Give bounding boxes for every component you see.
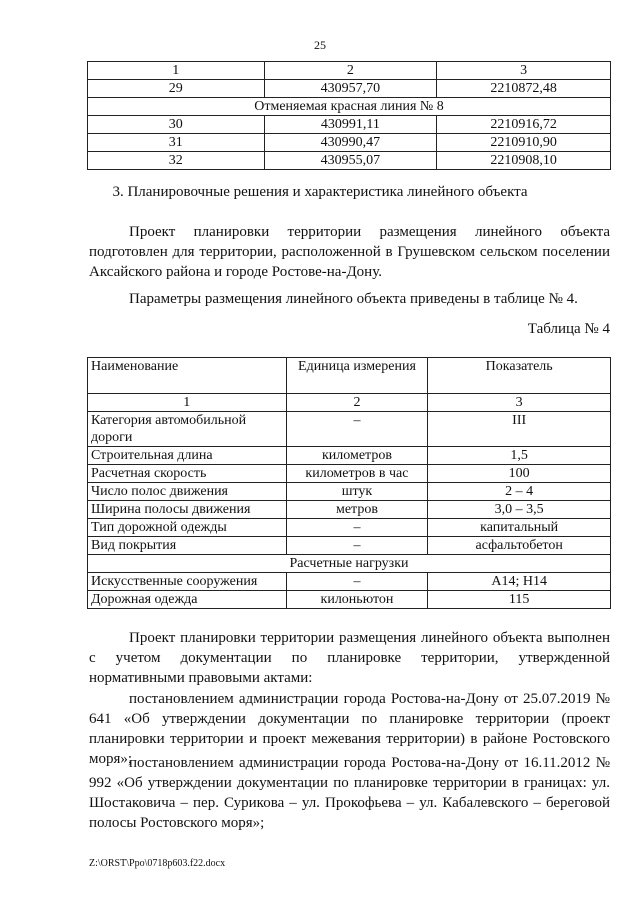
header-cell: 2 — [264, 62, 437, 80]
table-row — [88, 483, 611, 501]
parameter-unit: метров — [286, 501, 428, 519]
header-cell: 1 — [88, 62, 265, 80]
parameter-unit: – — [286, 412, 428, 447]
table-row — [88, 412, 611, 447]
table-row — [88, 80, 611, 98]
paragraph-documents-intro: Проект планировки территории размещения линейного объекта выполнен с учетом документации по планировке территории, утвержденной нормативными правовыми актами: — [89, 630, 610, 686]
parameter-name: Ширина полосы движения — [88, 501, 287, 519]
parameter-name: Строительная длина — [88, 447, 287, 465]
table-cell: 30 — [88, 116, 265, 134]
table-cell: 2210910,90 — [437, 134, 611, 152]
parameter-value: 1,5 — [428, 447, 611, 465]
column-number: 3 — [428, 394, 611, 412]
table-cell: 430957,70 — [264, 80, 437, 98]
table-cell: 430955,07 — [264, 152, 437, 170]
table-row — [88, 591, 611, 609]
table-row — [88, 447, 611, 465]
table-row — [88, 134, 611, 152]
parameter-name: Число полос движения — [88, 483, 287, 501]
parameter-unit: килоньютон — [286, 591, 428, 609]
paragraph-parameters-intro: Параметры размещения линейного объекта приведены в таблице № 4. — [129, 291, 578, 307]
header-cell: Показатель — [428, 358, 611, 394]
parameter-name: Категория автомобильной дороги — [88, 412, 287, 447]
header-cell: Единица измерения — [286, 358, 428, 394]
column-number-row — [88, 394, 611, 412]
parameter-name: Дорожная одежда — [88, 591, 287, 609]
table-cell: 430991,11 — [264, 116, 437, 134]
table-row — [88, 519, 611, 537]
parameter-name: Тип дорожной одежды — [88, 519, 287, 537]
column-number: 1 — [88, 394, 287, 412]
parameter-value: капитальный — [428, 519, 611, 537]
parameter-unit: штук — [286, 483, 428, 501]
table-cell: 430990,47 — [264, 134, 437, 152]
parameter-unit: – — [286, 537, 428, 555]
page-number: 25 — [314, 38, 326, 52]
parameter-value: 115 — [428, 591, 611, 609]
table-row — [88, 573, 611, 591]
parameter-value: 100 — [428, 465, 611, 483]
table-row — [88, 116, 611, 134]
section-heading: 3. Планировочные решения и характеристика линейного объекта — [112, 184, 528, 200]
parameter-unit: – — [286, 519, 428, 537]
parameter-unit: – — [286, 573, 428, 591]
footer-file-path: Z:\ORST\Ppo\0718p603.f22.docx — [89, 858, 226, 869]
header-cell: Наименование — [88, 358, 287, 394]
parameters-table — [87, 357, 611, 609]
table-cell: 32 — [88, 152, 265, 170]
table-caption: Таблица № 4 — [527, 321, 610, 337]
parameter-name: Искусственные сооружения — [88, 573, 287, 591]
parameter-unit: километров — [286, 447, 428, 465]
paragraph-decree-641: постановлением администрации города Ростова-на-Дону от 25.07.2019 № 641 «Об утверждении документации по планировке территории (проект планировки территории и проект межевания территории) в районе Ростовского моря»; — [89, 691, 610, 767]
table-header-row — [88, 358, 611, 394]
table-row — [88, 465, 611, 483]
parameter-unit: километров в час — [286, 465, 428, 483]
section-row — [88, 98, 611, 116]
table-header-row — [88, 62, 611, 80]
table-row — [88, 537, 611, 555]
parameter-name: Вид покрытия — [88, 537, 287, 555]
header-cell: 3 — [437, 62, 611, 80]
table-cell: 2210872,48 — [437, 80, 611, 98]
parameter-value: асфальтобетон — [428, 537, 611, 555]
table-row — [88, 501, 611, 519]
column-number: 2 — [286, 394, 428, 412]
section-row — [88, 555, 611, 573]
loads-label: Расчетные нагрузки — [88, 555, 611, 573]
paragraph-project-scope: Проект планировки территории размещения линейного объекта подготовлен для территории, расположенной в Грушевском сельском поселении Аксайского района и городе Ростове-на-Дону. — [89, 224, 610, 280]
parameter-value: III — [428, 412, 611, 447]
parameter-value: 2 – 4 — [428, 483, 611, 501]
table-row — [88, 152, 611, 170]
table-cell: 29 — [88, 80, 265, 98]
coordinates-table — [87, 61, 611, 170]
table-cell: 31 — [88, 134, 265, 152]
section-label: Отменяемая красная линия № 8 — [88, 98, 611, 116]
parameter-value: А14; Н14 — [428, 573, 611, 591]
table-cell: 2210916,72 — [437, 116, 611, 134]
parameter-name: Расчетная скорость — [88, 465, 287, 483]
parameter-value: 3,0 – 3,5 — [428, 501, 611, 519]
table-cell: 2210908,10 — [437, 152, 611, 170]
paragraph-decree-992: постановлением администрации города Ростова-на-Дону от 16.11.2012 № 992 «Об утверждении документации по планировке территории в границах: ул. Шостаковича – пер. Сурикова – ул. Прокофьева – ул. Кабалевского – береговой полосы Ростовского моря»; — [89, 755, 610, 831]
